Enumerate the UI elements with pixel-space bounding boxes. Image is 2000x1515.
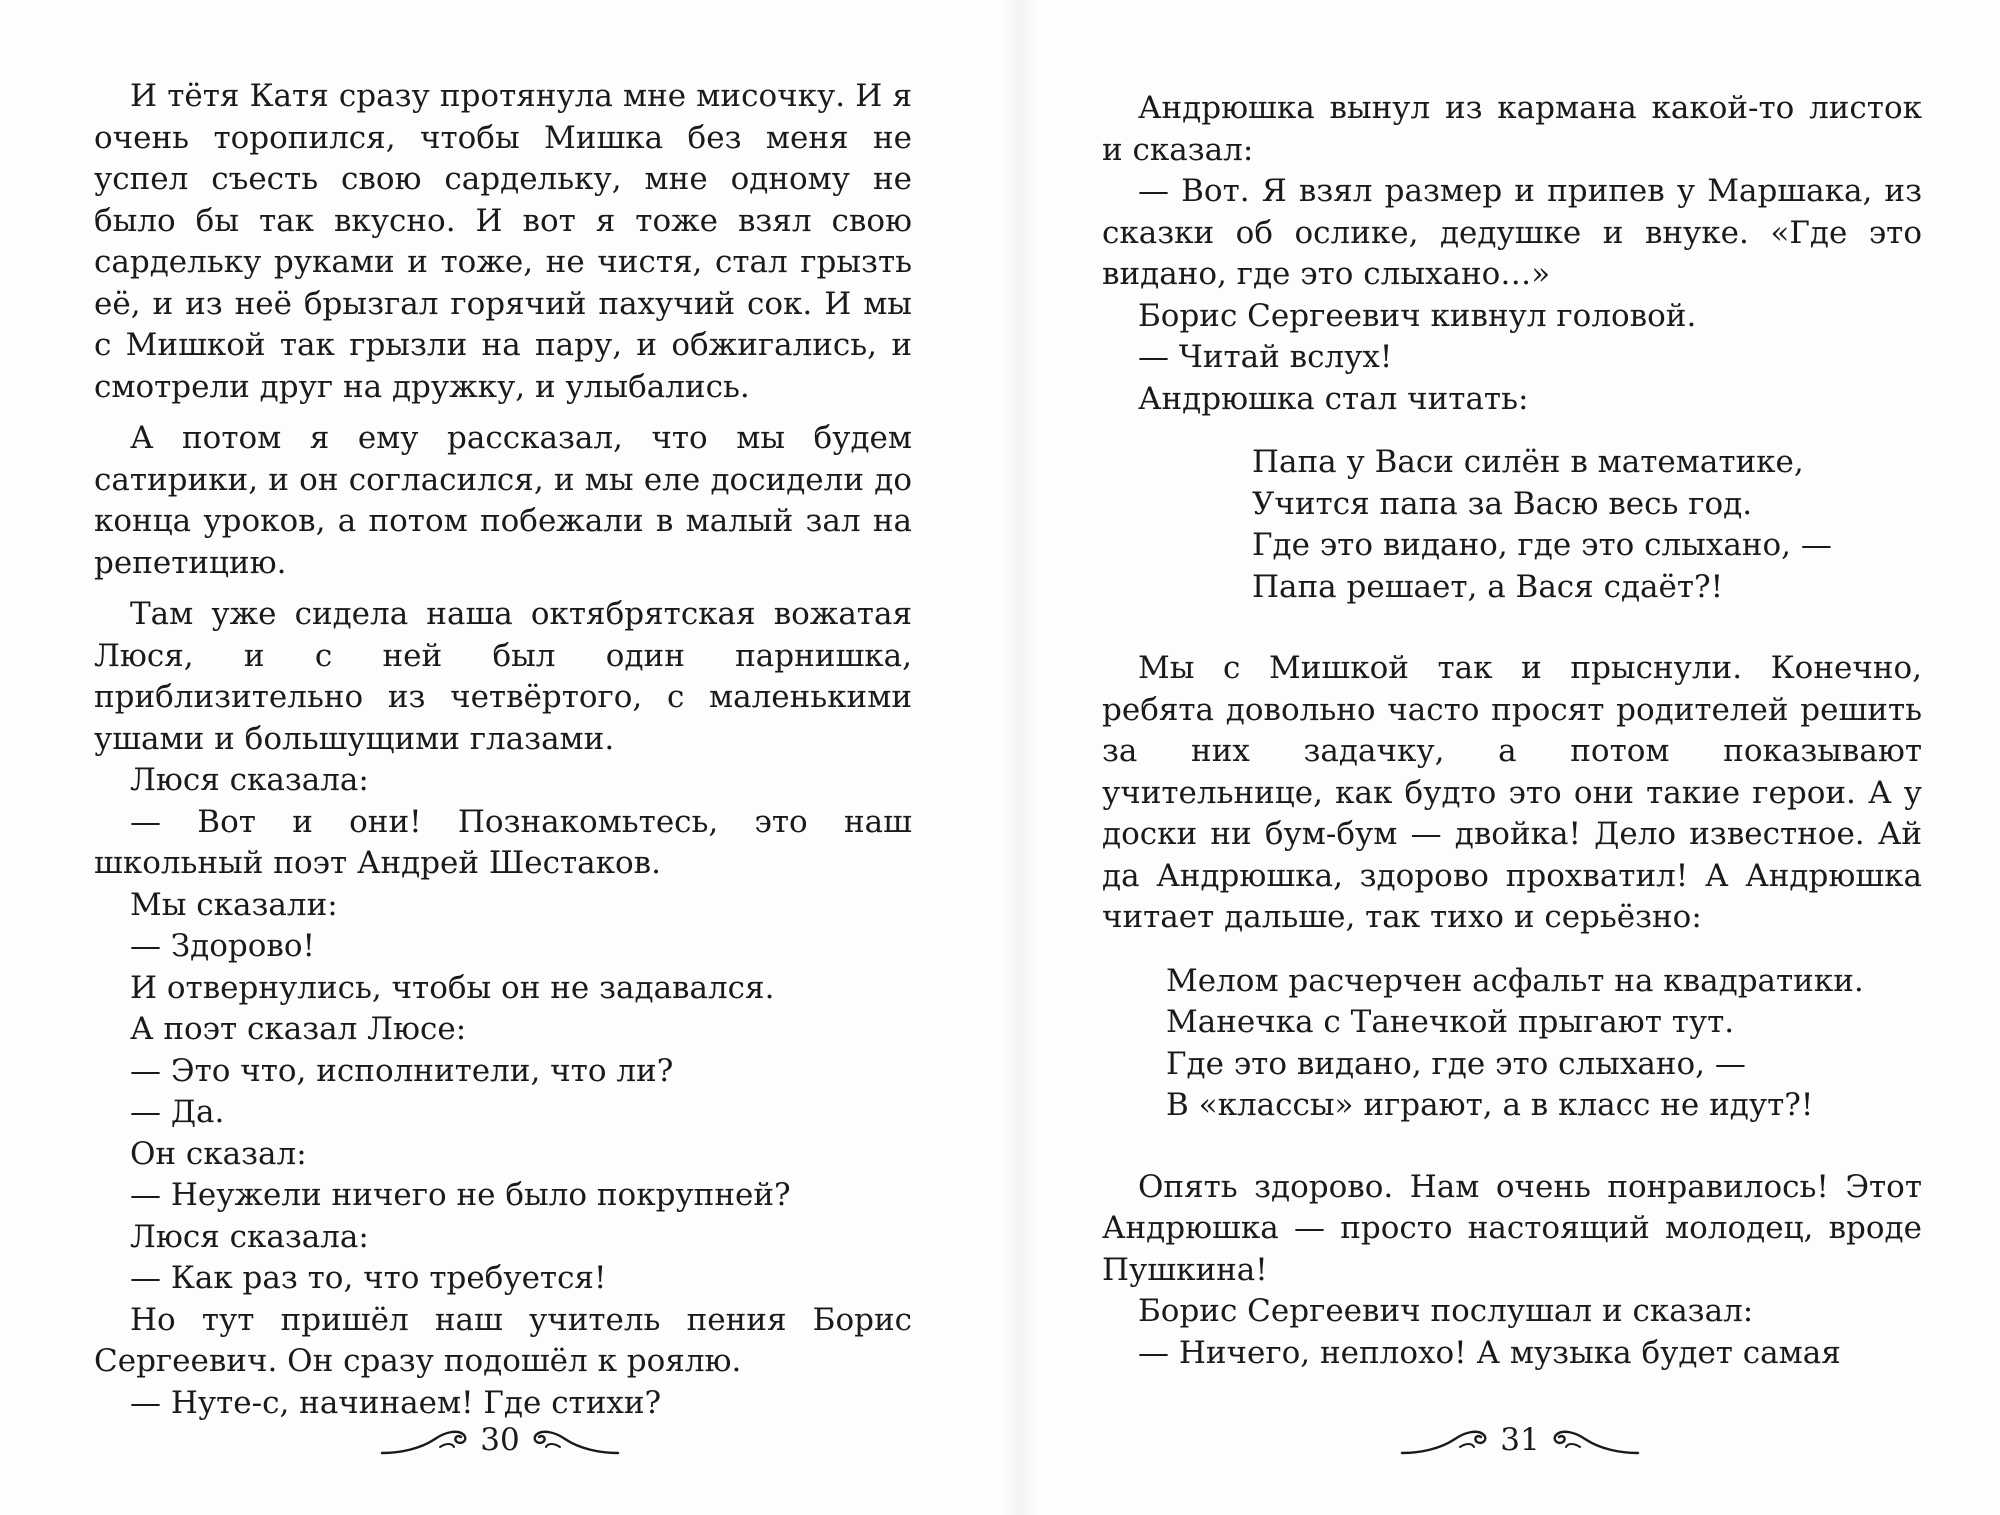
paragraph: А поэт сказал Люсе: — [130, 1011, 467, 1047]
poem-line: Где это видано, где это слыхано, — — [1166, 1045, 1746, 1082]
paragraph: — Неужели ничего не было покрупней? — [130, 1177, 791, 1213]
paragraph: Там уже сидела наша октябрятская вожатая Люся, и с ней был один парнишка, приблизительно из четвёртого, с маленькими ушами и большущими глазами. — [94, 596, 912, 757]
left-flourish-icon — [1400, 1423, 1490, 1457]
poem-line: Мелом расчерчен асфальт на квадратики. — [1166, 962, 1864, 999]
right-flourish-icon — [530, 1423, 620, 1457]
paragraph: — Да. — [130, 1094, 225, 1130]
paragraph: — Вот и они! Познакомьтесь, это наш школьный поэт Андрей Шестаков. — [94, 803, 912, 881]
paragraph: И отвернулись, чтобы он не задавался. — [130, 969, 775, 1006]
paragraph: Но тут пришёл наш учитель пения Борис Сергеевич. Он сразу подошёл к роялю. — [94, 1301, 912, 1379]
poem-line: Папа решает, а Вася сдаёт?! — [1252, 568, 1724, 605]
paragraph: — Это что, исполнители, что ли? — [130, 1052, 674, 1089]
paragraph: Борис Сергеевич послушал и сказал: — [1138, 1293, 1754, 1329]
page-number-ornament — [1400, 1420, 1640, 1460]
paragraph: — Нуте-с, начинаем! Где стихи? — [130, 1384, 662, 1421]
page-number-ornament — [380, 1420, 620, 1460]
paragraph: Люся сказала: — [130, 1218, 369, 1255]
right-page-text — [1102, 88, 1922, 1374]
poem-line: Где это видано, где это слыхано, — — [1252, 527, 1832, 563]
right-flourish-icon — [1550, 1423, 1640, 1457]
poem-line: Манечка с Танечкой прыгают тут. — [1166, 1004, 1735, 1040]
page-number: 31 — [1500, 1422, 1540, 1458]
paragraph: Опять здорово. Нам очень понравилось! Этот Андрюшка — просто настоящий молодец, вроде Пушкина! — [1102, 1168, 1922, 1288]
paragraph: Люся сказала: — [130, 762, 369, 798]
paragraph: Андрюшка стал читать: — [1138, 380, 1529, 417]
poem-line: Папа у Васи силён в математике, — [1252, 444, 1804, 480]
paragraph: — Здорово! — [130, 928, 316, 964]
poem-stanza-2 — [1102, 961, 1922, 1127]
poem-line: Учится папа за Васю весь год. — [1252, 485, 1753, 522]
left-flourish-icon — [380, 1423, 470, 1457]
poem-line: В «классы» играют, а в класс не идут?! — [1166, 1087, 1814, 1123]
page-number: 30 — [480, 1422, 520, 1458]
paragraph: Борис Сергеевич кивнул головой. — [1138, 297, 1697, 334]
paragraph: Андрюшка вынул из кармана какой-то листок и сказал: — [1102, 90, 1922, 168]
paragraph: — Читай вслух! — [1138, 339, 1393, 375]
paragraph: — Ничего, неплохо! А музыка будет самая — [1138, 1334, 1841, 1371]
poem-stanza-1 — [1102, 442, 1922, 608]
paragraph: А потом я ему рассказал, что мы будем сатирики, и он согласился, и мы еле досидели до конца уроков, а потом побежали в малый зал на репетицию. — [94, 420, 912, 581]
right-page — [1000, 0, 2000, 1515]
paragraph: — Как раз то, что требуется! — [130, 1260, 607, 1296]
paragraph: — Вот. Я взял размер и припев у Маршака, из сказки об ослике, дедушке и внуке. «Где это видано, где это слыхано…» — [1102, 173, 1922, 292]
paragraph: И тётя Катя сразу протянула мне мисочку. И я очень торопился, чтобы Мишка без меня не успел съесть свою сардельку, мне одному не было бы так вкусно. И вот я тоже взял свою сардельку руками и тоже, не чистя, стал грызть её, и из неё брызгал горячий пахучий сок. И мы с Мишкой так грызли на пару, и обжигались, и смотрели друг на дружку, и улыбались. — [94, 78, 912, 405]
paragraph: Мы с Мишкой так и прыснули. Конечно, ребята довольно часто просят родителей решить за них задачку, а потом показывают учительнице, как будто это они такие герои. А у доски ни бум-бум — двойка! Дело известное. Ай да Андрюшка, здорово прохватил! А Андрюшка читает дальше, так тихо и серьёзно: — [1102, 650, 1922, 935]
left-page-text — [94, 76, 912, 1424]
paragraph: Он сказал: — [130, 1135, 307, 1172]
paragraph: Мы сказали: — [130, 886, 338, 923]
